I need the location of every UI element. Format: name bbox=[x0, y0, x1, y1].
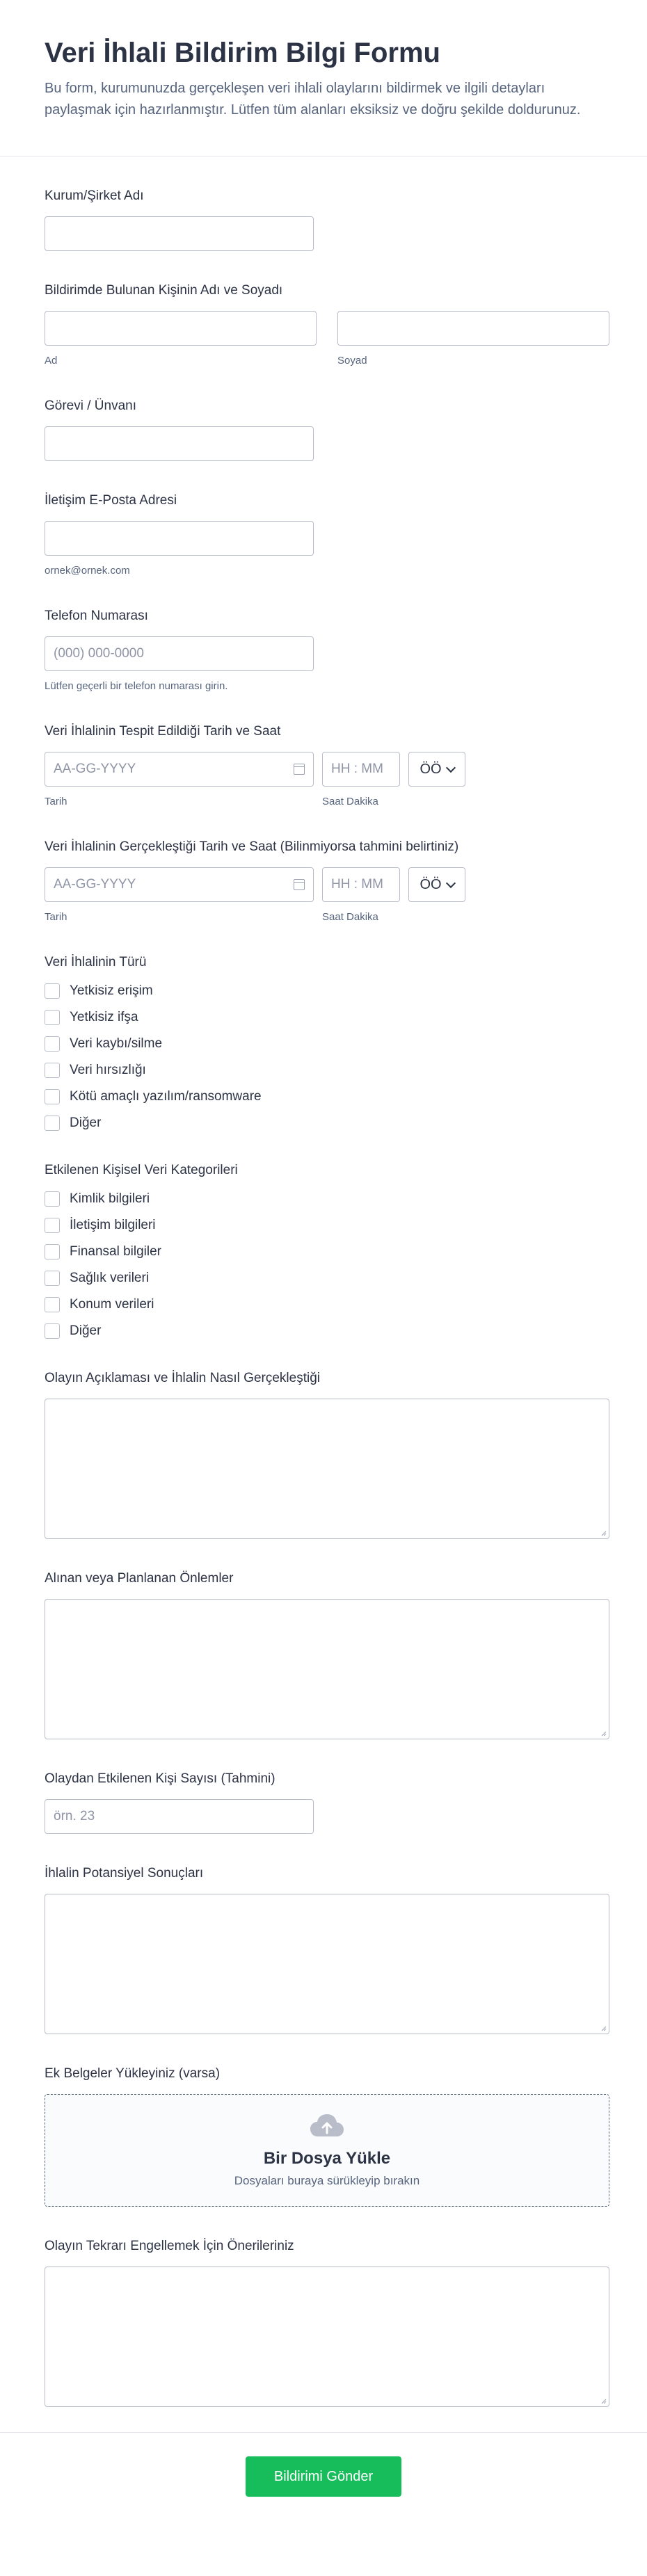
checkbox-option[interactable] bbox=[45, 1323, 602, 1339]
position-input[interactable] bbox=[45, 426, 314, 461]
checkbox[interactable] bbox=[45, 1271, 60, 1286]
description-textarea[interactable] bbox=[45, 1399, 609, 1539]
occurred-ampm-select[interactable] bbox=[408, 867, 465, 902]
checkbox-option[interactable] bbox=[45, 1115, 602, 1131]
checkbox-label: Yetkisiz ifşa bbox=[70, 1009, 138, 1024]
chevron-down-icon bbox=[445, 878, 455, 887]
checkbox-label: Sağlık verileri bbox=[70, 1270, 150, 1285]
suggestions-label: Olayın Tekrarı Engellemek İçin Önerileriniz bbox=[45, 2239, 294, 2253]
file-upload-dropzone[interactable] bbox=[45, 2094, 609, 2207]
description-label: Olayın Açıklaması ve İhlalin Nasıl Gerçekleştiği bbox=[45, 1371, 320, 1385]
chevron-down-icon bbox=[445, 762, 455, 772]
form-description: Bu form, kurumunuzda gerçekleşen veri ihlali olaylarını bildirmek ve ilgili detayları paylaşmak için hazırlanmıştır. Lütfen tüm alanları eksiksiz ve doğru şekilde doldurunuz. bbox=[45, 81, 581, 118]
detected-ampm-value: ÖÖ bbox=[420, 761, 442, 777]
checkbox-option[interactable] bbox=[45, 1243, 602, 1259]
cloud-upload-icon bbox=[309, 2113, 345, 2139]
detected-datetime-field bbox=[45, 692, 602, 807]
occurred-ampm-value: ÖÖ bbox=[420, 876, 442, 892]
affected-count-label: Olaydan Etkilenen Kişi Sayısı (Tahmini) bbox=[45, 1771, 275, 1786]
occurred-datetime-field bbox=[45, 807, 602, 923]
detected-date-input[interactable] bbox=[45, 752, 314, 787]
upload-title: Bir Dosya Yükle bbox=[263, 2149, 391, 2168]
detected-ampm-select[interactable] bbox=[408, 752, 465, 787]
detected-time-sublabel: Saat Dakika bbox=[322, 796, 378, 807]
resize-grip-icon[interactable] bbox=[600, 2024, 607, 2031]
measures-textarea[interactable] bbox=[45, 1599, 609, 1739]
last-name-input[interactable] bbox=[337, 311, 609, 346]
checkbox[interactable] bbox=[45, 983, 60, 999]
consequences-textarea[interactable] bbox=[45, 1894, 609, 2034]
checkbox-option[interactable] bbox=[45, 983, 602, 999]
checkbox-label: Veri kaybı/silme bbox=[70, 1036, 163, 1051]
checkbox[interactable] bbox=[45, 1089, 60, 1104]
phone-input[interactable]: (000) 000-0000 bbox=[45, 636, 314, 671]
submit-button[interactable]: Bildirimi Gönder bbox=[246, 2456, 401, 2497]
reporter-name-field bbox=[45, 251, 602, 367]
data-categories-label: Etkilenen Kişisel Veri Kategorileri bbox=[45, 1163, 238, 1177]
affected-count-input[interactable]: örn. 23 bbox=[45, 1799, 314, 1834]
checkbox-label: Kimlik bilgileri bbox=[70, 1191, 150, 1206]
checkbox[interactable] bbox=[45, 1297, 60, 1312]
affected-count-field bbox=[45, 1739, 602, 1834]
checkbox[interactable] bbox=[45, 1010, 60, 1025]
suggestions-field bbox=[45, 2207, 602, 2407]
company-input[interactable] bbox=[45, 216, 314, 251]
checkbox[interactable] bbox=[45, 1116, 60, 1131]
company-field bbox=[45, 156, 602, 251]
form-footer bbox=[0, 2432, 647, 2515]
phone-field bbox=[45, 577, 602, 692]
checkbox[interactable] bbox=[45, 1323, 60, 1339]
calendar-icon[interactable] bbox=[294, 879, 305, 890]
checkbox[interactable] bbox=[45, 1218, 60, 1233]
checkbox-option[interactable] bbox=[45, 1270, 602, 1286]
checkbox-label: Yetkisiz erişim bbox=[70, 983, 153, 998]
checkbox-label: Konum verileri bbox=[70, 1296, 154, 1312]
attachments-label: Ek Belgeler Yükleyiniz (varsa) bbox=[45, 2066, 221, 2081]
occurred-date-input[interactable] bbox=[45, 867, 314, 902]
attachments-field bbox=[45, 2034, 602, 2207]
checkbox-label: Finansal bilgiler bbox=[70, 1243, 162, 1259]
form-header bbox=[0, 0, 647, 156]
checkbox-option[interactable] bbox=[45, 1191, 602, 1207]
measures-field bbox=[45, 1539, 602, 1739]
data-categories-field bbox=[45, 1131, 602, 1339]
calendar-icon[interactable] bbox=[294, 764, 305, 775]
form-body bbox=[0, 156, 647, 2407]
suggestions-textarea[interactable] bbox=[45, 2267, 609, 2407]
phone-label: Telefon Numarası bbox=[45, 609, 148, 623]
occurred-time-input[interactable]: HH : MM bbox=[322, 867, 400, 902]
checkbox-label: İletişim bilgileri bbox=[70, 1217, 156, 1232]
reporter-name-label: Bildirimde Bulunan Kişinin Adı ve Soyadı bbox=[45, 283, 283, 298]
first-name-input[interactable] bbox=[45, 311, 317, 346]
resize-grip-icon[interactable] bbox=[600, 2397, 607, 2404]
email-label: İletişim E-Posta Adresi bbox=[45, 493, 177, 508]
email-field bbox=[45, 461, 602, 577]
position-field bbox=[45, 367, 602, 461]
occurred-time-sublabel: Saat Dakika bbox=[322, 911, 378, 923]
checkbox-label: Diğer bbox=[70, 1115, 102, 1130]
checkbox[interactable] bbox=[45, 1036, 60, 1052]
detected-datetime-label: Veri İhlalinin Tespit Edildiği Tarih ve Saat bbox=[45, 724, 281, 739]
detected-date-placeholder: AA-GG-YYYY bbox=[54, 762, 136, 776]
occurred-date-sublabel: Tarih bbox=[45, 911, 67, 923]
phone-sublabel: Lütfen geçerli bir telefon numarası girin. bbox=[45, 680, 228, 692]
form-title: Veri İhlali Bildirim Bilgi Formu bbox=[45, 38, 440, 68]
breach-type-label: Veri İhlalinin Türü bbox=[45, 955, 147, 969]
occurred-date-placeholder: AA-GG-YYYY bbox=[54, 877, 136, 892]
resize-grip-icon[interactable] bbox=[600, 1529, 607, 1536]
consequences-label: İhlalin Potansiyel Sonuçları bbox=[45, 1866, 204, 1881]
checkbox-option[interactable] bbox=[45, 1296, 602, 1312]
checkbox-label: Veri hırsızlığı bbox=[70, 1062, 146, 1077]
description-field bbox=[45, 1339, 602, 1539]
detected-time-input[interactable]: HH : MM bbox=[322, 752, 400, 787]
email-sublabel: ornek@ornek.com bbox=[45, 565, 130, 577]
last-name-sublabel: Soyad bbox=[337, 355, 367, 367]
position-label: Görevi / Ünvanı bbox=[45, 399, 136, 413]
checkbox[interactable] bbox=[45, 1063, 60, 1078]
checkbox[interactable] bbox=[45, 1244, 60, 1259]
checkbox[interactable] bbox=[45, 1191, 60, 1207]
measures-label: Alınan veya Planlanan Önlemler bbox=[45, 1571, 234, 1586]
checkbox-option[interactable] bbox=[45, 1009, 602, 1025]
checkbox-label: Kötü amaçlı yazılım/ransomware bbox=[70, 1088, 262, 1104]
resize-grip-icon[interactable] bbox=[600, 1730, 607, 1737]
checkbox-option[interactable] bbox=[45, 1062, 602, 1078]
email-input[interactable] bbox=[45, 521, 314, 556]
consequences-field bbox=[45, 1834, 602, 2034]
occurred-datetime-label: Veri İhlalinin Gerçekleştiği Tarih ve Saat (Bilinmiyorsa tahmini belirtiniz) bbox=[45, 839, 459, 854]
detected-date-sublabel: Tarih bbox=[45, 796, 67, 807]
upload-subtitle: Dosyaları buraya sürükleyip bırakın bbox=[234, 2174, 420, 2187]
first-name-sublabel: Ad bbox=[45, 355, 58, 367]
checkbox-option[interactable] bbox=[45, 1217, 602, 1233]
checkbox-option[interactable] bbox=[45, 1036, 602, 1052]
checkbox-option[interactable] bbox=[45, 1088, 602, 1104]
breach-type-field bbox=[45, 923, 602, 1131]
checkbox-label: Diğer bbox=[70, 1323, 102, 1338]
company-label: Kurum/Şirket Adı bbox=[45, 188, 144, 203]
